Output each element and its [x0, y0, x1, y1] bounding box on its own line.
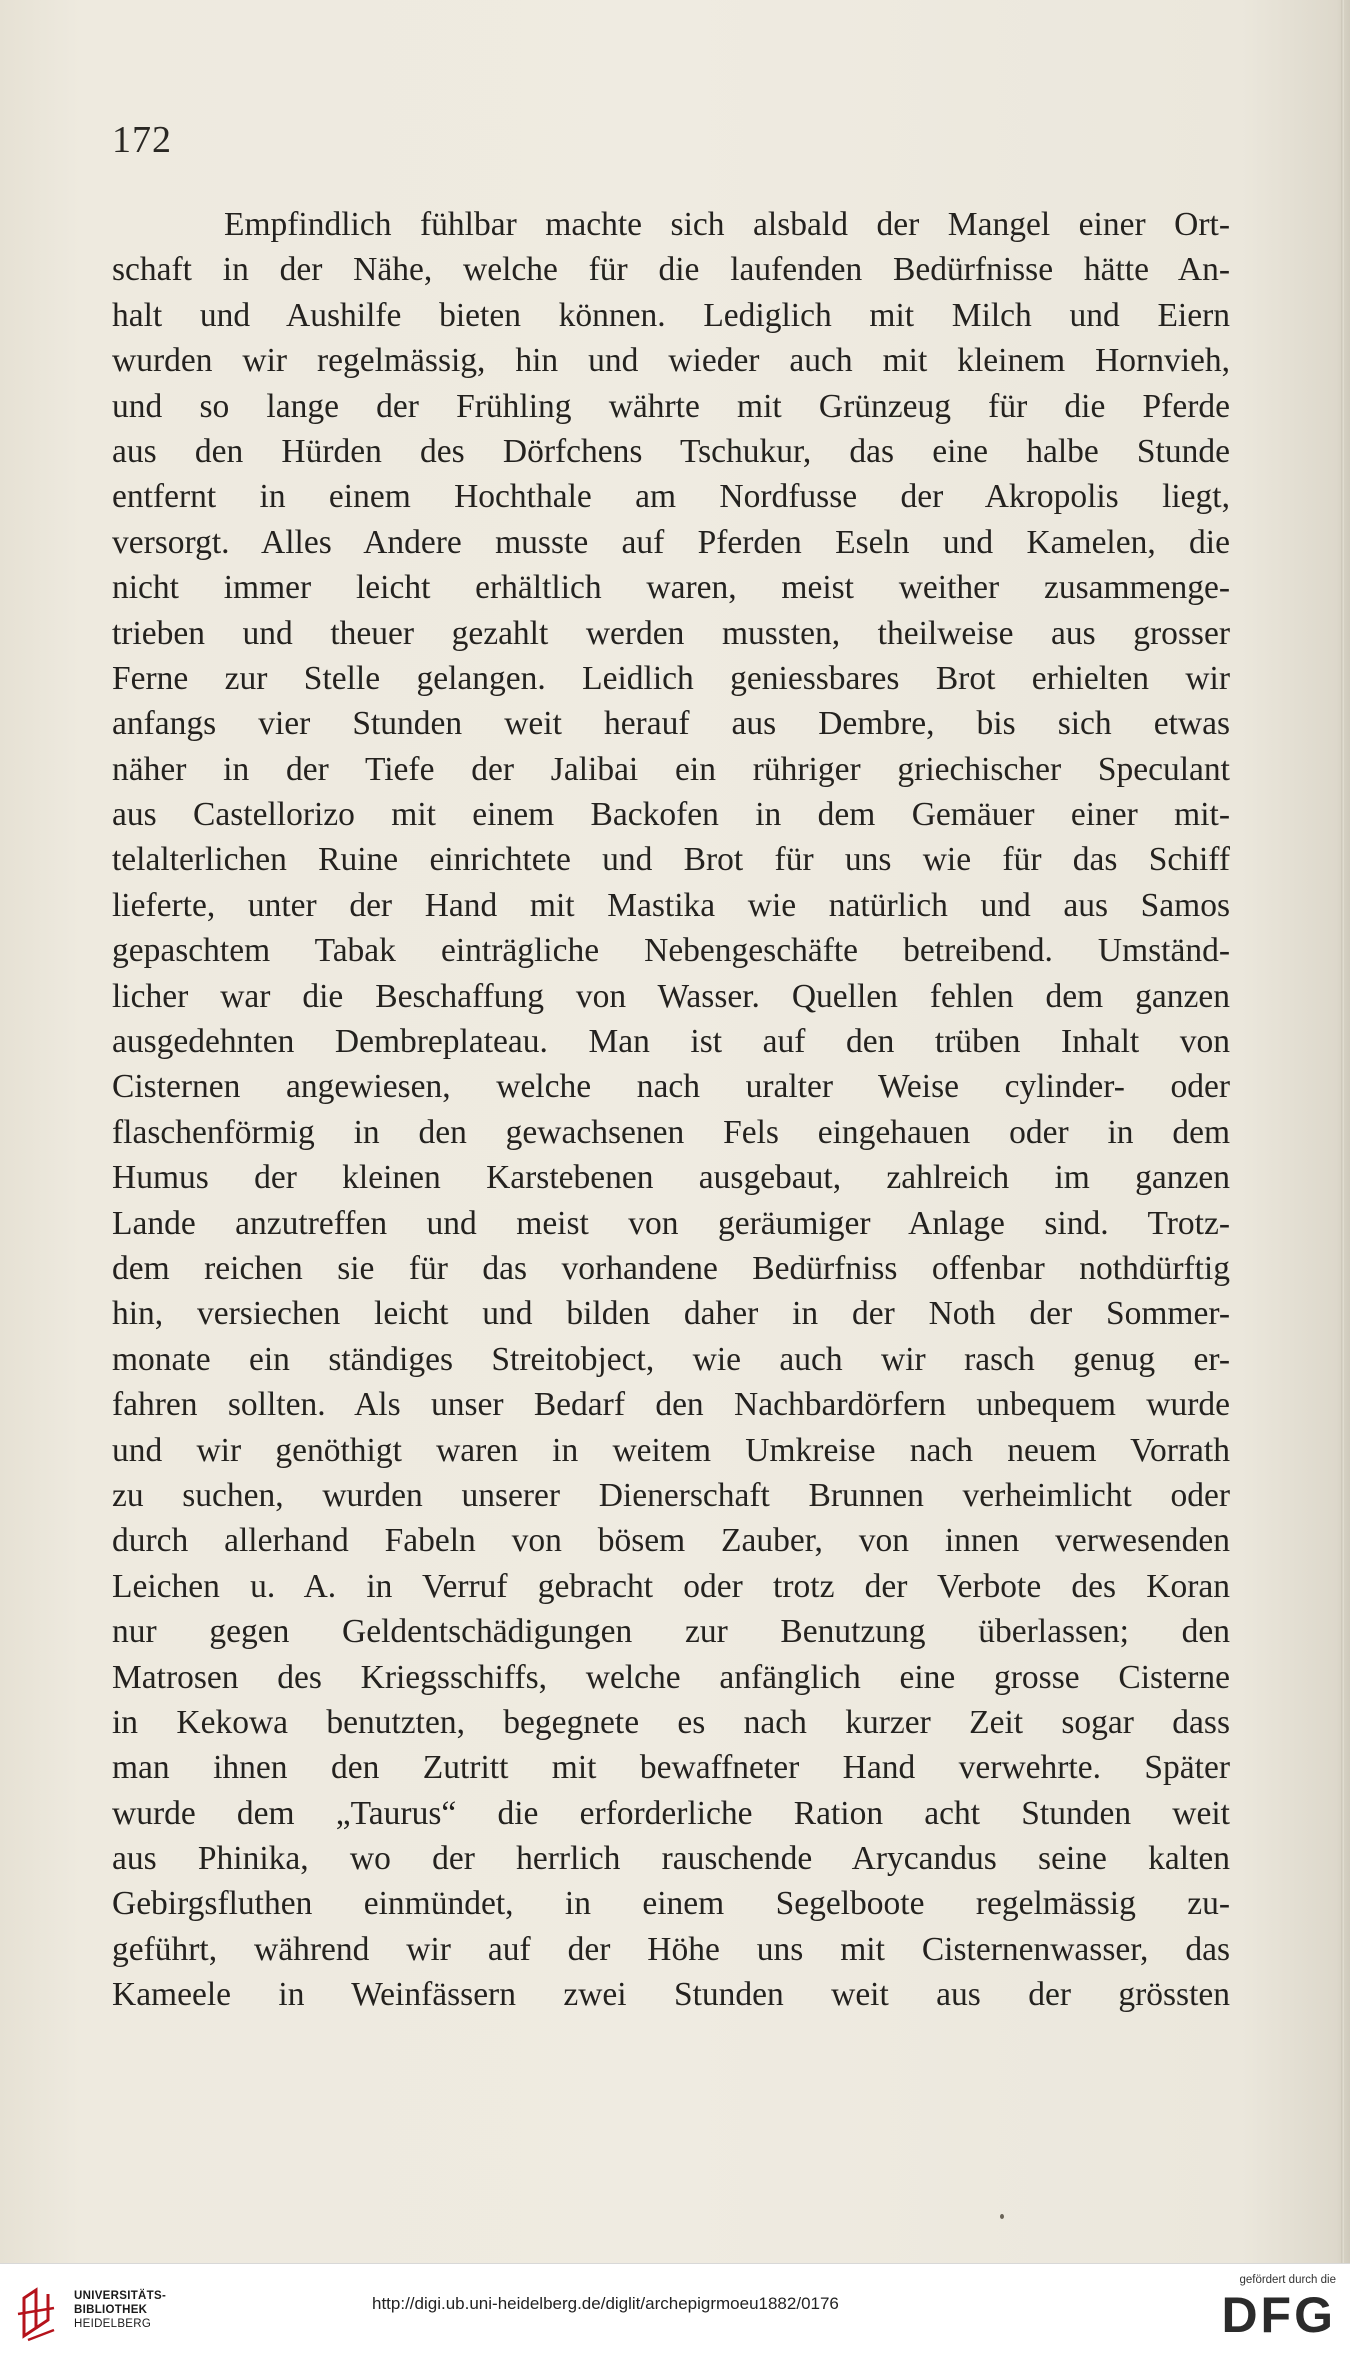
text-line: halt und Aushilfe bieten können. Lediglich mit Milch und Eiern	[112, 296, 1230, 334]
text-line: ausgedehnten Dembreplateau. Man ist auf den trüben Inhalt von	[112, 1023, 1230, 1061]
text-line: Kameele in Weinfässern zwei Stunden weit aus der grössten	[112, 1976, 1230, 2014]
text-line: licher war die Beschaffung von Wasser. Quellen fehlen dem ganzen	[112, 977, 1230, 1015]
text-line: näher in der Tiefe der Jalibai ein rühriger griechischer Speculant	[112, 750, 1230, 788]
funder-block	[1221, 2274, 1336, 2343]
funder-caption: gefördert durch die	[1239, 2274, 1336, 2286]
page-number: 172	[112, 119, 172, 161]
body-text	[112, 202, 1230, 2018]
text-line: telalterlichen Ruine einrichtete und Brot für uns wie für das Schiff	[112, 841, 1230, 879]
text-line: und wir genöthigt waren in weitem Umkreise nach neuem Vorrath	[112, 1431, 1230, 1469]
text-line: Empfindlich fühlbar machte sich alsbald der Mangel einer Ort-	[224, 206, 1230, 243]
text-line: aus Castellorizo mit einem Backofen in dem Gemäuer einer mit-	[112, 796, 1230, 834]
text-line: nur gegen Geldentschädigungen zur Benutzung überlassen; den	[112, 1613, 1230, 1651]
text-line: entfernt in einem Hochthale am Nordfusse der Akropolis liegt,	[112, 478, 1230, 516]
speck-mark	[1000, 2214, 1004, 2219]
permalink-url[interactable]: http://digi.ub.uni-heidelberg.de/diglit/archepigrmoeu1882/0176	[372, 2294, 839, 2313]
text-line: nicht immer leicht erhältlich waren, meist weither zusammenge-	[112, 569, 1230, 607]
text-line: wurden wir regelmässig, hin und wieder auch mit kleinem Hornvieh,	[112, 342, 1230, 380]
text-line: hin, versiechen leicht und bilden daher in der Noth der Sommer-	[112, 1295, 1230, 1333]
footer-bar	[0, 2263, 1350, 2362]
text-line: in Kekowa benutzten, begegnete es nach kurzer Zeit sogar dass	[112, 1703, 1230, 1741]
text-line: Humus der kleinen Karstebenen ausgebaut, zahlreich im ganzen	[112, 1159, 1230, 1197]
text-line: fahren sollten. Als unser Bedarf den Nachbardörfern unbequem wurde	[112, 1386, 1230, 1424]
text-line: versorgt. Alles Andere musste auf Pferden Eseln und Kamelen, die	[112, 523, 1230, 561]
library-name-line1: UNIVERSITÄTS-	[74, 2290, 167, 2302]
text-line: geführt, während wir auf der Höhe uns mit Cisternenwasser, das	[112, 1930, 1230, 1968]
text-line: trieben und theuer gezahlt werden mussten, theilweise aus grosser	[112, 614, 1230, 652]
text-line: flaschenförmig in den gewachsenen Fels eingehauen oder in dem	[112, 1113, 1230, 1151]
text-line: anfangs vier Stunden weit herauf aus Dembre, bis sich etwas	[112, 705, 1230, 743]
text-line: monate ein ständiges Streitobject, wie auch wir rasch genug er-	[112, 1340, 1230, 1378]
text-line: zu suchen, wurden unserer Dienerschaft Brunnen verheimlicht oder	[112, 1476, 1230, 1514]
text-line: und so lange der Frühling währte mit Grünzeug für die Pferde	[112, 387, 1230, 425]
text-line: dem reichen sie für das vorhandene Bedürfniss offenbar nothdürftig	[112, 1249, 1230, 1287]
text-line: Lande anzutreffen und meist von geräumiger Anlage sind. Trotz-	[112, 1204, 1230, 1242]
text-line: lieferte, unter der Hand mit Mastika wie natürlich und aus Samos	[112, 886, 1230, 924]
text-line: Leichen u. A. in Verruf gebracht oder trotz der Verbote des Koran	[112, 1567, 1230, 1605]
library-name	[74, 2289, 166, 2331]
text-line: wurde dem „Taurus“ die erforderliche Ration acht Stunden weit	[112, 1794, 1230, 1832]
text-line: Matrosen des Kriegsschiffs, welche anfänglich eine grosse Cisterne	[112, 1658, 1230, 1696]
text-line: schaft in der Nähe, welche für die laufenden Bedürfnisse hätte An-	[112, 251, 1230, 289]
text-line: aus den Hürden des Dörfchens Tschukur, das eine halbe Stunde	[112, 432, 1230, 470]
library-name-line2: BIBLIOTHEK	[74, 2304, 148, 2316]
university-library-logo-icon	[14, 2284, 62, 2344]
text-line: durch allerhand Fabeln von bösem Zauber, von innen verwesenden	[112, 1522, 1230, 1560]
text-line: aus Phinika, wo der herrlich rauschende Arycandus seine kalten	[112, 1840, 1230, 1878]
page-edge-shadow	[1341, 0, 1344, 2263]
text-line: Gebirgsfluthen einmündet, in einem Segelboote regelmässig zu-	[112, 1885, 1230, 1923]
text-line: gepaschtem Tabak einträgliche Nebengeschäfte betreibend. Umständ-	[112, 932, 1230, 970]
dfg-logo: DFG	[1221, 2287, 1336, 2343]
text-line: man ihnen den Zutritt mit bewaffneter Hand verwehrte. Später	[112, 1749, 1230, 1787]
text-line: Ferne zur Stelle gelangen. Leidlich geniessbares Brot erhielten wir	[112, 659, 1230, 697]
text-line: Cisternen angewiesen, welche nach uralter Weise cylinder- oder	[112, 1068, 1230, 1106]
library-name-line3: HEIDELBERG	[74, 2318, 152, 2330]
